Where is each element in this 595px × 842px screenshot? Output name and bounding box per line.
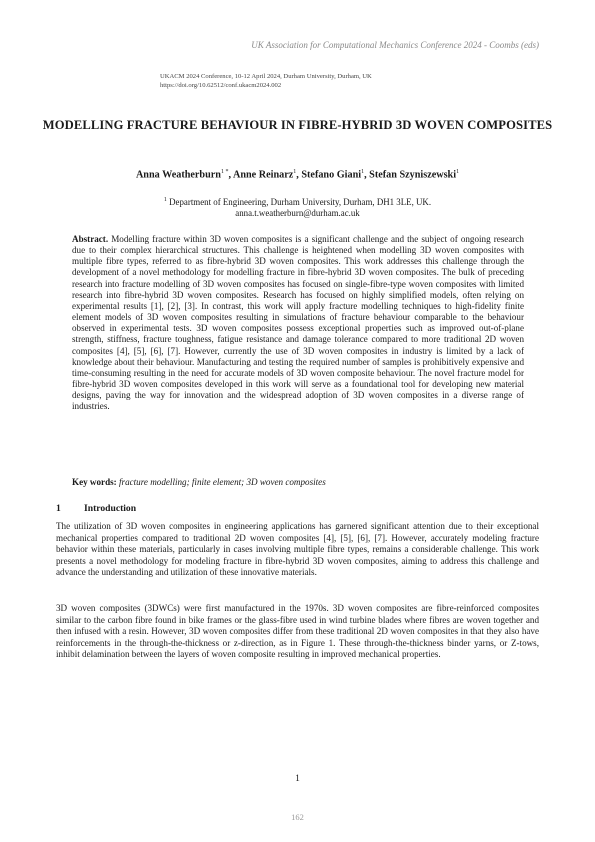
section-heading <box>56 503 136 514</box>
abstract <box>72 234 524 413</box>
keywords-value: fracture modelling; finite element; 3D woven composites <box>119 477 326 487</box>
author-email[interactable]: anna.t.weatherburn@durham.ac.uk <box>235 207 360 218</box>
conference-line: UKACM 2024 Conference, 10-12 April 2024, Durham University, Durham, UK <box>160 73 372 80</box>
section-number: 1 <box>56 503 61 514</box>
author-affiliation-mark: 1 <box>456 169 460 175</box>
body-paragraph: 3D woven composites (3DWCs) were first manufactured in the 1970s. 3D woven composites are fibre-reinforced composites similar to the carbon fibre found in bike frames or the glass-fibre used in wind turbine blades where fibres are woven together and then infused with a resin. However, 3D woven composites differ from these traditional 2D woven composites in that they also have reinforcements in the through-the-thickness or z-direction, as in Figure 1. These through-the-thickness binder yarns, or Z-tows, inhibit delamination between the layers of woven composite resulting in improved mechanical properties. <box>56 603 539 660</box>
author-affiliation-mark: 1 <box>361 169 365 175</box>
body-paragraph: The utilization of 3D woven composites in engineering applications has garnered significant attention due to their exceptional mechanical properties compared to traditional 2D woven composites [4], [5], [6], [7]. However, accurately modeling fracture behavior within these materials, particularly in cases involving multiple fibre types, remains a considerable challenge. This work presents a novel methodology for modeling fracture in fibre-hybrid 3D woven composites, aiming to address this challenge and advance the understanding and utilization of these innovative materials. <box>56 521 539 578</box>
author-list: Anna Weatherburn$^{1 *}$, Anne Reinarz$^1$, Stefano Giani$^1$, Stefan Szyniszewski$^1$ <box>135 169 460 181</box>
paper-title: MODELLING FRACTURE BEHAVIOUR IN FIBRE-HYBRID 3D WOVEN COMPOSITES <box>42 118 553 132</box>
abstract-label: Abstract. <box>72 234 109 244</box>
affiliation-block <box>40 195 555 219</box>
author-affiliation-mark: 1 <box>293 169 297 175</box>
keywords-label: Key words: <box>72 477 117 487</box>
author-affiliation-mark: 1 * <box>220 169 229 175</box>
doi-link[interactable]: https://doi.org/10.62512/conf.ukacm2024.002 <box>160 82 282 89</box>
page-number: 1 <box>295 774 300 784</box>
affiliation-mark: 1 <box>163 197 167 203</box>
proceedings-page-number: 162 <box>291 812 304 822</box>
abstract-text: Modelling fracture within 3D woven composites is a significant challenge and the subject of ongoing research due to their complex hierarchical structures. This challenge is heightened when modelling 3D woven composites with multiple fibre types, referred to as fibre-hybrid 3D woven composites. This work addresses this challenge through the development of a novel methodology for modelling fracture in fibre-hybrid 3D woven composites. The bulk of preceding research into fracture modelling of 3D woven composites has focused on single-fibre-type woven composites with limited research into fibre-hybrid 3D woven composites. Research has focused on highly simplified models, often relying on experimental results [1], [2], [3]. In contrast, this work will apply fracture modelling techniques to high-fidelity finite element models of 3D woven composites resulting in simulations of fracture behaviour comparable to the behaviour observed in experimental tests. 3D woven composites possess exceptional properties such as improved out-of-plane strength, stiffness, fracture toughness, fatigue resistance and damage tolerance compared to more traditional 2D woven composites [4], [5], [6], [7]. However, currently the use of 3D woven composites in industry is limited by a lack of knowledge about their behaviour. Manufacturing and testing the required number of samples is prohibitively expensive and time-consuming resulting in the need for accurate models of 3D woven composite behaviour. The novel fracture model for fibre-hybrid 3D woven composites developed in this work will serve as a foundational tool for developing new material designs, paving the way for innovation and the widespread adoption of 3D woven composites in a diverse range of industries. <box>72 234 524 412</box>
author-name: Anna Weatherburn <box>135 169 221 181</box>
affiliation-department: Department of Engineering, Durham University, Durham, DH1 3LE, UK. <box>169 196 432 207</box>
author-name: Stefan Szyniszewski <box>369 169 457 181</box>
section-title: Introduction <box>84 503 137 514</box>
keywords <box>72 477 524 487</box>
author-name: Stefano Giani <box>301 169 362 181</box>
running-header: UK Association for Computational Mechanics Conference 2024 - Coombs (eds) <box>251 40 539 50</box>
author-name: Anne Reinarz <box>232 169 294 181</box>
